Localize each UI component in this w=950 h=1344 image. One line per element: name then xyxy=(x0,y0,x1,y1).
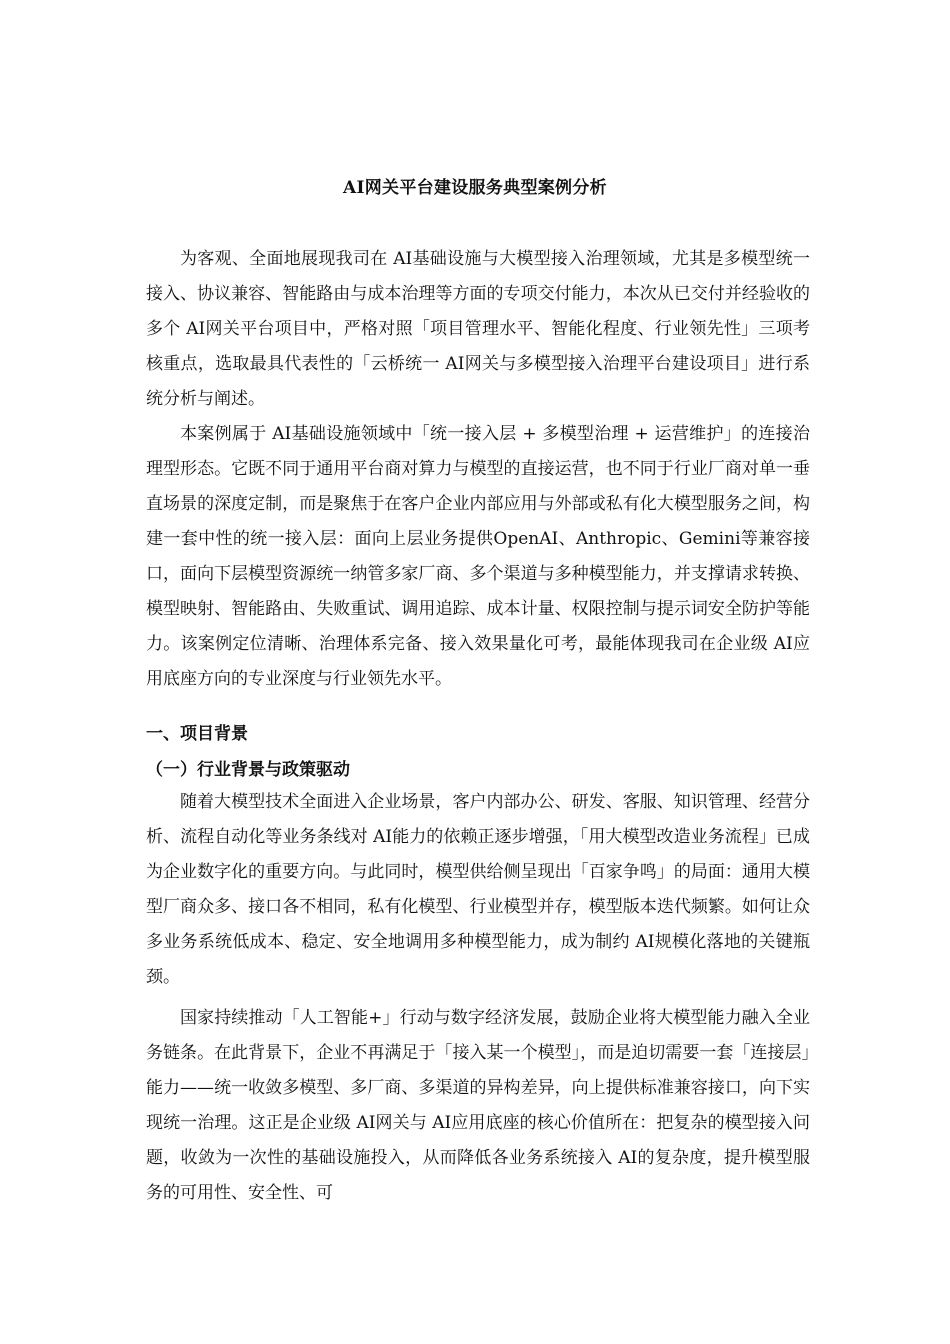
body-paragraph: 国家持续推动「人工智能+」行动与数字经济发展，鼓励企业将大模型能力融入全业务链条。在此背景下，企业不再满足于「接入某一个模型」，而是迫切需要一套「连接层」能力——统一收敛多模型、多厂商、多渠道的异构差异，向上提供标准兼容接口，向下实现统一治理。这正是企业级 AI网关与 AI应用底座的核心价值所在：把复杂的模型接入问题，收敛为一次性的基础设施投入，从而降低各业务系统接入 AI的复杂度，提升模型服务的可用性、安全性、可 xyxy=(146,1008,810,1203)
document-title: AI网关平台建设服务典型案例分析 xyxy=(343,178,607,198)
subsection-heading: （一）行业背景与政策驱动 xyxy=(146,760,350,780)
section-heading: 一、项目背景 xyxy=(146,724,248,744)
document-body xyxy=(146,242,810,1211)
intro-paragraph: 为客观、全面地展现我司在 AI基础设施与大模型接入治理领域，尤其是多模型统一接入、协议兼容、智能路由与成本治理等方面的专项交付能力，本次从已交付并经验收的多个 AI网关平台项目中，严格对照「项目管理水平、智能化程度、行业领先性」三项考核重点，选取最具代表性的「云桥统一 AI网关与多模型接入治理平台建设项目」进行系统分析与阐述。 xyxy=(146,249,810,409)
body-paragraph: 随着大模型技术全面进入企业场景，客户内部办公、研发、客服、知识管理、经营分析、流程自动化等业务条线对 AI能力的依赖正逐步增强，「用大模型改造业务流程」已成为企业数字化的重要方向。与此同时，模型供给侧呈现出「百家争鸣」的局面：通用大模型厂商众多、接口各不相同，私有化模型、行业模型并存，模型版本迭代频繁。如何让众多业务系统低成本、稳定、安全地调用多种模型能力，成为制约 AI规模化落地的关键瓶颈。 xyxy=(146,792,810,987)
intro-paragraph: 本案例属于 AI基础设施领域中「统一接入层 + 多模型治理 + 运营维护」的连接治理型形态。它既不同于通用平台商对算力与模型的直接运营，也不同于行业厂商对单一垂直场景的深度定制，而是聚焦于在客户企业内部应用与外部或私有化大模型服务之间，构建一套中性的统一接入层：面向上层业务提供OpenAI、Anthropic、Gemini等兼容接口，面向下层模型资源统一纳管多家厂商、多个渠道与多种模型能力，并支撑请求转换、模型映射、智能路由、失败重试、调用追踪、成本计量、权限控制与提示词安全防护等能力。该案例定位清晰、治理体系完备、接入效果量化可考，最能体现我司在企业级 AI应用底座方向的专业深度与行业领先水平。 xyxy=(146,424,810,689)
